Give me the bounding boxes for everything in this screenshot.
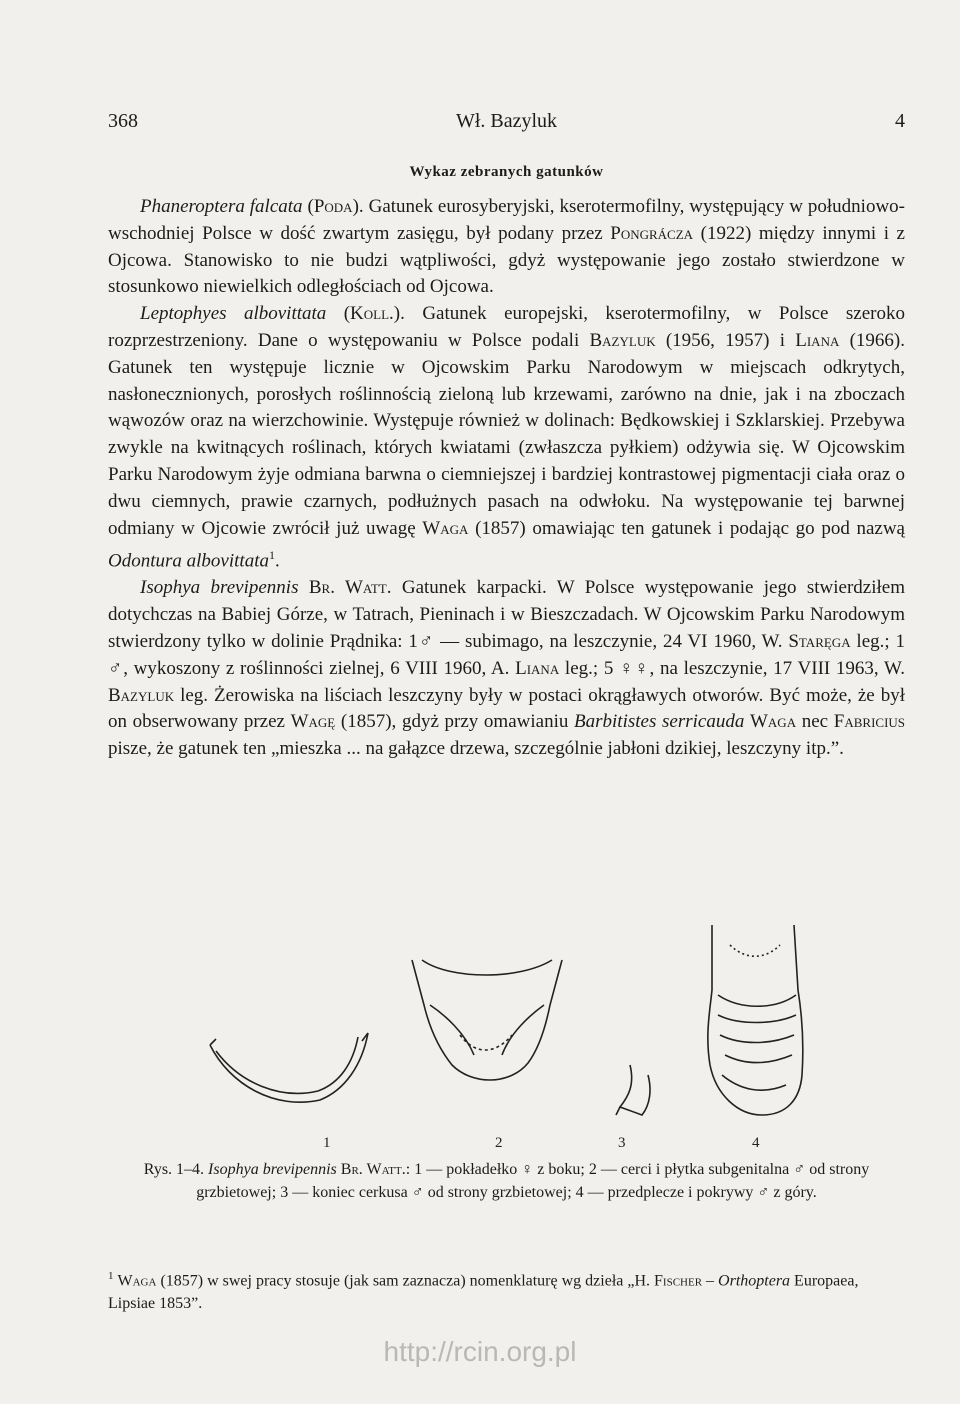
reference: Waga [422,517,469,539]
entry-text: (1857) omawiając ten gatunek i podając go pod nazwą [468,517,905,539]
entry-isophya [108,575,905,763]
footnote [108,1265,905,1315]
footnote-work: Orthoptera [718,1272,791,1290]
entry-text: Gatunek karpacki. W Polsce występowanie jego stwierdziłem dotychczas na Babiej Górze, w Tatrach, Pieninach i w Bieszczadach. W Ojcowskim Parku Narodowym stwierdzony tylko w dolinie Prądnika: 1♂ — subimago, na leszczynie, 24 VI 1960, W. [108,577,905,653]
footnote-text: – [702,1272,719,1290]
caption-species: Isophya brevipennis [208,1161,337,1178]
figure-drawings [190,915,830,1150]
entry-leptophyes [108,301,905,575]
figure-caption [108,1158,905,1204]
entry-text: nec [796,711,834,733]
footnote-mark: 1 [268,548,275,563]
reference: Liana [515,657,560,679]
footnote-number: 1 [108,1270,114,1282]
watermark: http://rcin.org.pl [383,1336,577,1367]
reference: Waga [749,711,797,733]
entry-phaneroptera [108,194,905,301]
caption-prefix: Rys. 1–4. [143,1161,209,1178]
entry-text: leg. Żerowiska na liściach leszczyny były w postaci okrągławych otworów. Być może, że był on obserwowany przez [108,684,905,733]
figure-label-2: 2 [495,1135,503,1150]
issue-number: 4 [895,110,905,132]
section-title: Wykaz zebranych gatunków [409,164,604,180]
footnote-text: (1857) w swej pracy stosuje (jak sam zaznacza) nomenklaturę wg dzieła „H. [156,1272,655,1290]
species-author: (Koll.) [343,303,401,325]
reference: Fabricius [833,711,906,733]
reference: Wagę [290,711,336,733]
entry-text: (1966). Gatunek ten występuje licznie w Ojcowskim Parku Narodowym w miejscach odkrytych, nasłonecznionych, porosłych roślinnością zieloną lub krzewami, zarówno na dnie, jak i na zboczach wąwozów oraz na wierzchowinie. Występuje również w dolinach: Będkowskiej i Szklarskiej. Przebywa zwykle na kwitnących roślinach, których kwiatami (zwłaszcza pyłkiem) odżywia się. W Ojcowskim Parku Narodowym żyje odmiana barwna o ciemniejszej i bardziej kontrastowej pigmentacji ciała oraz o dwu ciemnych, prawie czarnych, podłużnych pasach na odwłoku. Na występowanie tej barwnej odmiany w Ojcowie zwrócił już uwagę [108,329,906,539]
figure-label-4: 4 [752,1135,760,1150]
species-author: Br. Watt. [308,577,392,599]
reference: Bazyluk [589,329,656,351]
reference: Staręga [788,631,851,653]
footnote-ref: Fischer [654,1272,703,1290]
caption-author: Br. Watt. [336,1161,406,1178]
drawing-pronotum [708,925,803,1115]
drawing-cerci [412,960,562,1080]
entry-text: (1857), gdyż przy omawianiu [335,711,575,733]
entry-text: (1956, 1957) i [655,329,796,351]
footnote-ref: Waga [117,1272,157,1290]
page-number: 368 [108,110,138,132]
entry-text: . Gatunek europejski, kserotermofilny, w Polsce szeroko rozprzestrzeniony. Dane o występowaniu w Polsce podali [108,303,905,351]
entry-text: (1922) między innymi i z Ojcowa. Stanowisko to nie budzi wątpliwości, gdyż występowanie jego zostało stwierdzone w stosunkowo niewielkich odległościach od Ojcowa. [108,222,905,298]
reference: Bazyluk [108,684,175,706]
caption-text: : 1 — pokładełko ♀ z boku; 2 — cerci i płytka subgenitalna ♂ od strony grzbietowej; 3 — koniec cerkusa ♂ od strony grzbietowej; 4 — przedplecze i pokrywy ♂ z góry. [196,1161,870,1201]
species-name: Phaneroptera falcata [140,196,303,217]
species-author: (Poda) [307,196,359,217]
entry-text: . [274,550,280,572]
species-name: Leptophyes albovittata [140,303,327,325]
drawing-cercus-tip [616,1065,650,1115]
reference: Liana [795,329,840,351]
running-author: Wł. Bazyluk [455,110,558,132]
figure-svg [190,915,830,1150]
entry-text: leg.; 1 ♂, wykoszony z roślinności zielnej, 6 VIII 1960, A. [108,631,906,679]
main-text [108,194,905,763]
entry-text: pisze, że gatunek ten „mieszka ... na gałązce drzewa, szczególnie jabłoni dzikiej, leszczyny itp.”. [108,738,844,760]
figure-label-1: 1 [323,1135,331,1150]
drawing-ovipositor [210,1033,368,1102]
figure-label-3: 3 [618,1135,626,1150]
footnote-text: Europaea, Lipsiae 1853”. [108,1272,859,1313]
entry-text: leg.; 5 ♀♀, na leszczynie, 17 VIII 1963, W. [559,657,905,679]
synonym: Odontura albovittata [108,550,269,572]
reference: Pongrácza [610,222,694,244]
species-name: Isophya brevipennis [140,577,299,599]
entry-text: . Gatunek eurosyberyjski, kserotermofilny, występujący w południowo-wschodniej Polsce w dość zwartym zasięgu, był podany przez [108,196,906,244]
synonym: Barbitistes serricauda [574,711,745,733]
running-header [108,110,905,140]
